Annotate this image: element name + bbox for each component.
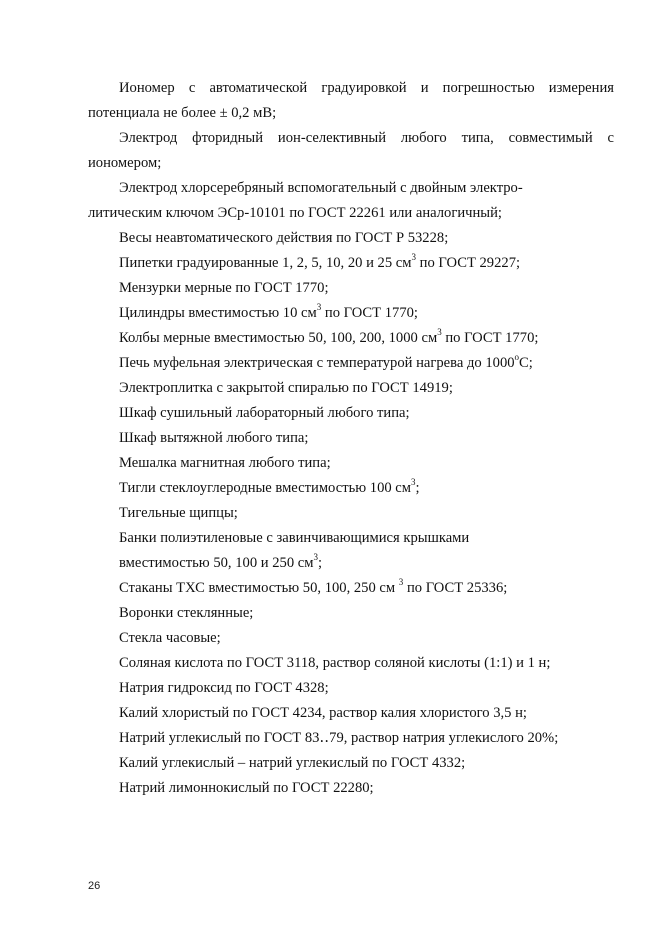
list-item-flasks: Колбы мерные вместимостью 50, 100, 200, 1000 $см^3$ по ГОСТ 1770; — [119, 327, 539, 346]
list-item-jars-line1: Банки полиэтиленовые с завинчивающимися крышками — [119, 530, 470, 546]
list-item-hotplate: Электроплитка с закрытой спиралью по ГОСТ 14919; — [119, 380, 453, 396]
paragraph-electrode-fluoride-line1: Электрод фторидный ион-селективный любого типа, совместимый с — [119, 130, 614, 146]
list-item-cylinders: Цилиндры вместимостью 10 $см^3$ по ГОСТ 1770; — [119, 302, 418, 321]
list-item-sodium-hydroxide: Натрия гидроксид по ГОСТ 4328; — [119, 680, 329, 696]
list-item-scales: Весы неавтоматического действия по ГОСТ Р 53228; — [119, 230, 449, 246]
list-item-sodium-carbonate: Натрий углекислый по ГОСТ 83‥79, раствор натрия углекислого 20%; — [119, 730, 559, 746]
list-item-jars-line2: вместимостью 50, 100 и 250 $см^3$; — [119, 552, 323, 571]
list-item-funnels: Воронки стеклянные; — [119, 605, 254, 621]
list-item-tongs: Тигельные щипцы; — [119, 505, 238, 521]
list-item-pipettes: Пипетки градуированные 1, 2, 5, 10, 20 и 25 $см^3$ по ГОСТ 29227; — [119, 252, 521, 271]
list-item-hydrochloric-acid: Соляная кислота по ГОСТ 3118, раствор соляной кислоты (1:1) и 1 н; — [119, 655, 551, 671]
paragraph-ionomer-line1: Иономер с автоматической градуировкой и погрешностью измерения — [119, 80, 614, 96]
paragraph-electrode-silver-line1: Электрод хлорсеребряный вспомогательный с двойным электро- — [119, 180, 523, 196]
list-item-fume-hood: Шкаф вытяжной любого типа; — [119, 430, 309, 446]
list-item-glass-beakers: Стаканы ТХС вместимостью 50, 100, 250 см $^3$ по ГОСТ 25336; — [119, 577, 508, 596]
list-item-potassium-sodium-carbonate: Калий углекислый – натрий углекислый по ГОСТ 4332; — [119, 755, 466, 771]
list-item-magnetic-stirrer: Мешалка магнитная любого типа; — [119, 455, 331, 471]
list-item-watch-glasses: Стекла часовые; — [119, 630, 221, 646]
list-item-drying-cabinet: Шкаф сушильный лабораторный любого типа; — [119, 405, 410, 421]
list-item-crucibles: Тигли стеклоуглеродные вместимостью 100 $см^3$; — [119, 477, 420, 496]
page-number: 26 — [88, 880, 101, 892]
list-item-sodium-citrate: Натрий лимоннокислый по ГОСТ 22280; — [119, 780, 374, 796]
main-text — [88, 76, 614, 801]
paragraph-electrode-silver-line2: литическим ключом ЭСр-10101 по ГОСТ 22261 или аналогичный; — [88, 205, 502, 221]
paragraph-electrode-fluoride-line2: иономером; — [88, 155, 162, 171]
list-item-beakers-measuring: Мензурки мерные по ГОСТ 1770; — [119, 280, 329, 296]
list-item-potassium-chloride: Калий хлористый по ГОСТ 4234, раствор калия хлористого 3,5 н; — [119, 705, 527, 721]
list-item-muffle-furnace: Печь муфельная электрическая с температурой нагрева до $1000^оС$; — [119, 352, 533, 371]
paragraph-ionomer-line2: потенциала не более ± 0,2 мВ; — [88, 105, 277, 121]
